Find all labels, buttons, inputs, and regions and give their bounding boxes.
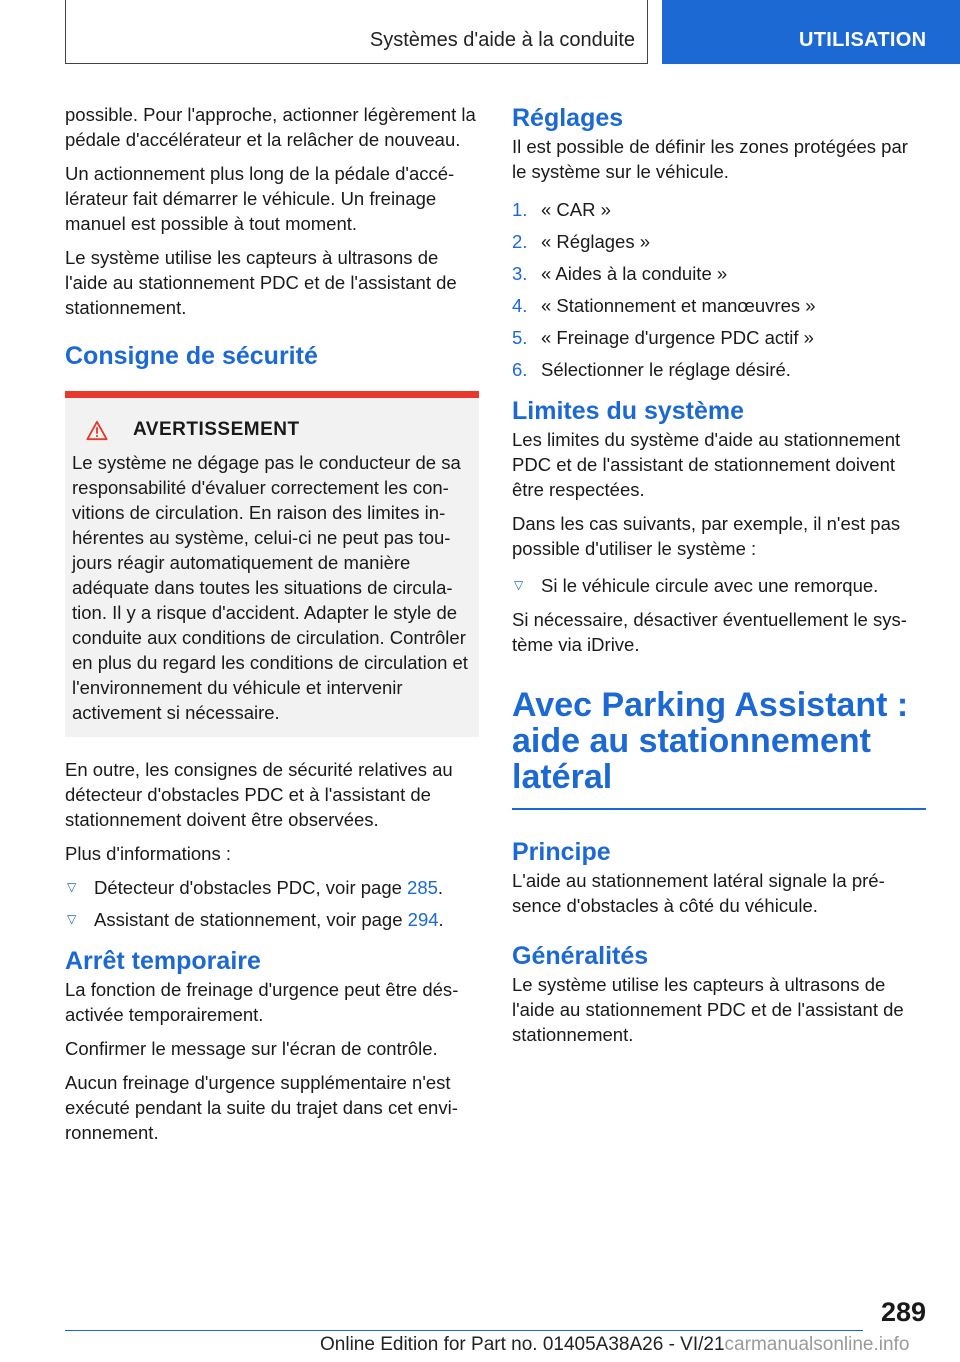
step-number: 3. — [512, 263, 528, 284]
step-text: « Stationnement et manœuvres » — [541, 295, 816, 316]
intro-paragraph: Le système utilise les capteurs à ultrasons de l'aide au stationnement PDC et de l'assistant de stationnement. — [65, 247, 457, 318]
step-text: « Aides à la conduite » — [541, 263, 728, 284]
step-item — [512, 197, 926, 222]
triangle-bullet-icon: ▽ — [67, 880, 77, 894]
reference-end: . — [438, 909, 444, 930]
step-number: 6. — [512, 359, 528, 380]
step-item — [512, 229, 926, 254]
step-item — [512, 325, 926, 350]
principle-heading: Principe — [512, 838, 611, 866]
general-heading: Généralités — [512, 942, 649, 970]
step-number: 5. — [512, 327, 528, 348]
warning-text: Le système ne dégage pas le conducteur de sa responsabilité d'évaluer correctement les convitions de circulation. En raison des limites inhérentes au système, celui-ci ne peut pas toujours réagir automatiquement de manière adéquate dans toutes les situations de circulation. Il y a risque d'accident. Adapter le style de conduite aux conditions de circulation. Contrôler en plus du regard les conditions de circulation et l'environnement du véhicule et intervenir activement si nécessaire. — [72, 452, 468, 723]
step-number: 1. — [512, 199, 528, 220]
reference-end: . — [437, 877, 444, 898]
paragraph: Il est possible de définir les zones protégées par le système sur le véhicule. — [512, 136, 908, 182]
paragraph: En outre, les consignes de sécurité relatives au détecteur d'obstacles PDC et à l'assistant de stationnement doivent être observées. — [65, 759, 453, 830]
limits-heading: Limites du système — [512, 397, 745, 425]
paragraph: Dans les cas suivants, par exemple, il n'est pas possible d'utiliser le système : — [512, 513, 901, 559]
paragraph: Les limites du système d'aide au stationnement PDC et de l'assistant de stationnement doivent être respectées. — [512, 429, 901, 500]
limits-list — [512, 573, 926, 598]
page-number: 289 — [880, 1297, 926, 1327]
reference-list — [65, 875, 479, 932]
step-item — [512, 357, 926, 382]
heading-divider — [512, 808, 926, 810]
step-number: 2. — [512, 231, 528, 252]
step-text: Sélectionner le réglage désiré. — [541, 359, 791, 380]
bullet-text: Si le véhicule circule avec une remorque. — [541, 575, 879, 596]
list-item — [65, 875, 479, 900]
triangle-bullet-icon: ▽ — [514, 578, 524, 592]
paragraph: Plus d'informations : — [65, 843, 231, 864]
triangle-bullet-icon: ▽ — [67, 912, 77, 926]
safety-heading: Consigne de sécurité — [65, 342, 318, 370]
page-link[interactable]: 285 — [407, 877, 438, 898]
paragraph: Confirmer le message sur l'écran de contrôle. — [65, 1038, 438, 1059]
watermark-text: carmanualsonline.info — [724, 1334, 910, 1355]
paragraph: Si nécessaire, désactiver éventuellement le système via iDrive. — [512, 609, 907, 655]
reference-text: Détecteur d'obstacles PDC, voir page — [94, 877, 408, 898]
step-item — [512, 261, 926, 286]
list-item — [65, 907, 479, 932]
paragraph: Le système utilise les capteurs à ultrasons de l'aide au stationnement PDC et de l'assistant de stationnement. — [512, 974, 904, 1045]
right-column — [512, 102, 926, 1056]
step-number: 4. — [512, 295, 528, 316]
step-text: « CAR » — [541, 199, 611, 220]
intro-paragraph: possible. Pour l'approche, actionner légèrement la pédale d'accélérateur et la relâcher de nouveau. — [65, 104, 476, 150]
paragraph: La fonction de freinage d'urgence peut être désactivée temporairement. — [65, 979, 459, 1025]
footer-edition — [320, 1334, 909, 1356]
step-text: « Freinage d'urgence PDC actif » — [541, 327, 814, 348]
paragraph: L'aide au stationnement latéral signale la présence d'obstacles à côté du véhicule. — [512, 870, 885, 916]
edition-text: Online Edition for Part no. 01405A38A26 - VI/21 — [320, 1334, 725, 1355]
list-item — [512, 573, 926, 598]
warning-triangle-icon — [86, 420, 108, 441]
pause-heading: Arrêt temporaire — [65, 947, 261, 975]
settings-heading: Réglages — [512, 104, 624, 132]
step-item — [512, 293, 926, 318]
section-title: Systèmes d'aide à la conduite — [369, 29, 635, 51]
main-heading: Avec Parking Assistant : aide au stationnement latéral — [512, 686, 909, 796]
left-column — [65, 102, 479, 1154]
reference-text: Assistant de stationnement, voir page — [94, 909, 408, 930]
step-text: « Réglages » — [541, 231, 651, 252]
warning-title: AVERTISSEMENT — [133, 419, 300, 440]
page-link[interactable]: 294 — [407, 909, 439, 930]
chapter-tab — [662, 0, 960, 64]
warning-title-row — [72, 410, 472, 450]
footer-divider — [65, 1330, 863, 1331]
warning-box — [65, 391, 479, 737]
steps-list — [512, 197, 926, 382]
header-section-box — [65, 0, 648, 64]
intro-paragraph: Un actionnement plus long de la pédale d'accélérateur fait démarrer le véhicule. Un freinage manuel est possible à tout moment. — [65, 163, 455, 234]
paragraph: Aucun freinage d'urgence supplémentaire n'est exécuté pendant la suite du trajet dans cet environnement. — [65, 1072, 458, 1143]
chapter-tab-label: UTILISATION — [799, 29, 927, 51]
